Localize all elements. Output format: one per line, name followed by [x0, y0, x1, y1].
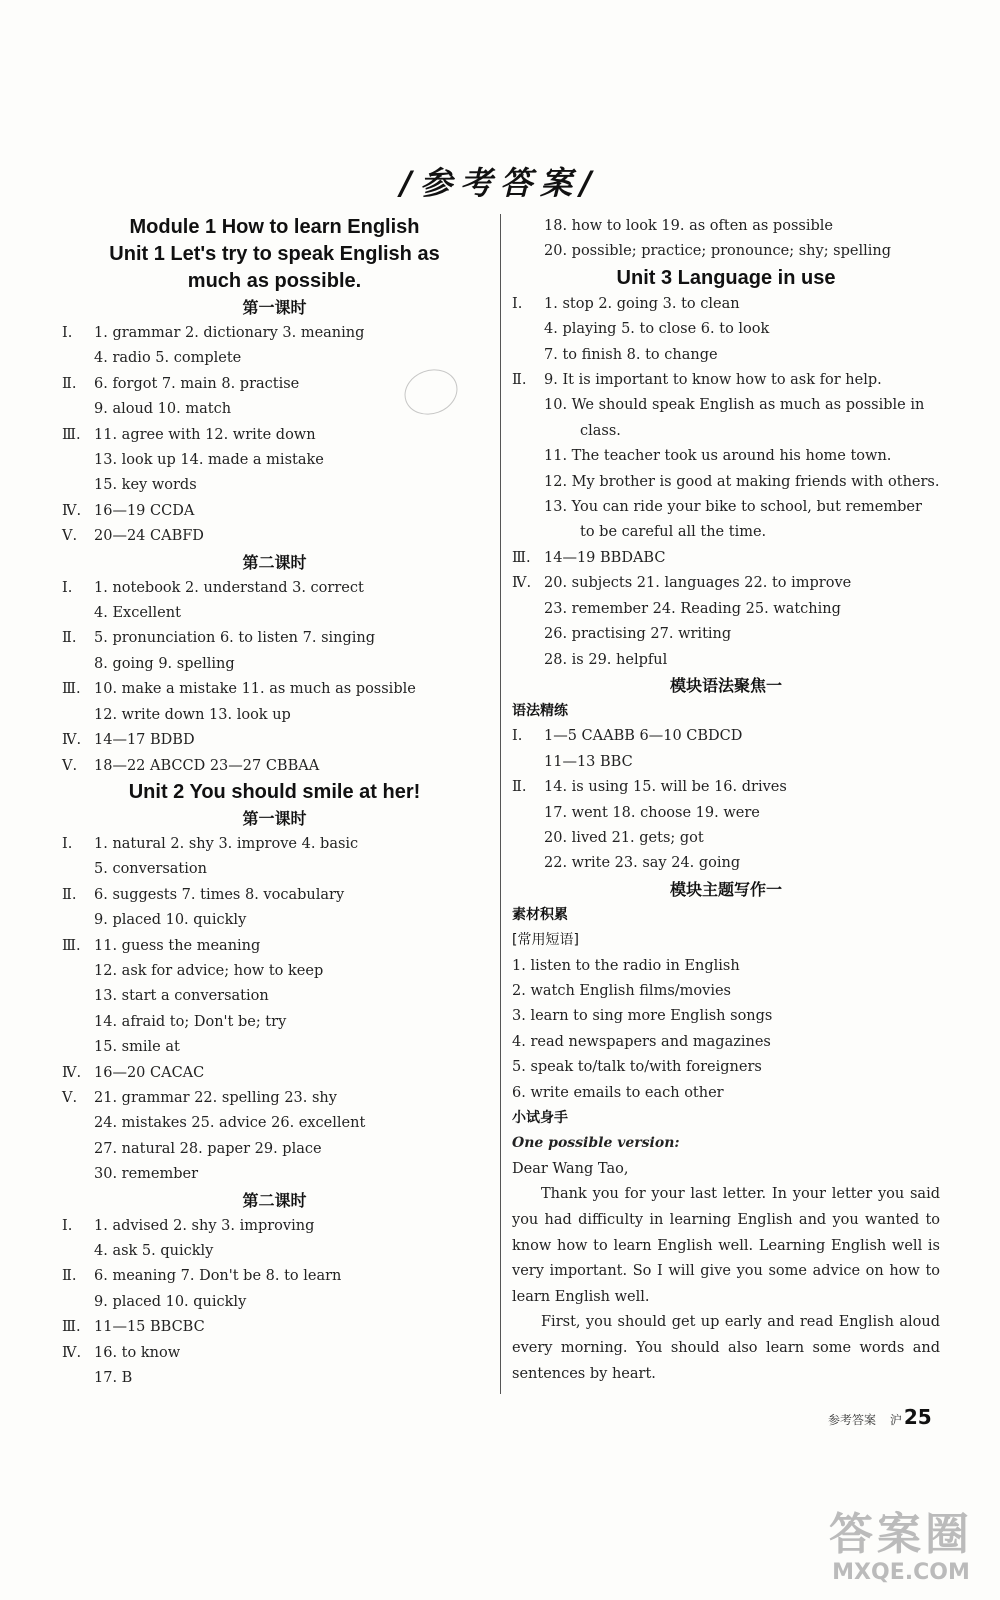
answer-list	[512, 214, 940, 265]
left-column	[62, 214, 487, 1391]
salutation: Dear Wang Tao,	[512, 1160, 629, 1177]
answer-text: 4. ask 5. quickly	[94, 1243, 214, 1259]
phrase-item: 4. read newspapers and magazines	[512, 1033, 771, 1050]
section-numeral: Ⅴ.	[62, 1089, 78, 1106]
section-numeral: Ⅲ.	[512, 549, 531, 566]
answer-text: 11—15 BBCBC	[94, 1319, 205, 1336]
answer-line	[62, 908, 487, 933]
answer-text: 11—13 BBC	[544, 753, 633, 770]
answer-line	[62, 984, 487, 1009]
answer-text: 7. to finish 8. to change	[544, 346, 718, 363]
lesson-heading: 第一课时	[242, 298, 307, 317]
answer-line	[512, 851, 940, 876]
module-title: Module 1 How to learn English	[129, 216, 420, 238]
answer-line	[62, 1137, 487, 1162]
answer-line	[62, 754, 487, 779]
answer-sentence	[512, 393, 940, 444]
page-title: /参考答案/	[400, 164, 600, 202]
section-numeral: Ⅰ.	[62, 579, 73, 596]
answer-text: 5. pronunciation 6. to listen 7. singing	[94, 630, 376, 647]
section-numeral: Ⅲ.	[62, 681, 81, 698]
answer-line	[512, 597, 940, 622]
answer-line	[512, 724, 940, 749]
answer-line	[62, 1061, 487, 1086]
answer-line	[62, 959, 487, 984]
answer-line	[512, 292, 940, 317]
letter	[512, 1157, 940, 1387]
answer-text: 20. subjects 21. languages 22. to improve	[544, 575, 852, 592]
lesson-heading: 第二课时	[242, 1190, 307, 1210]
phrase-item: 3. learn to sing more English songs	[512, 1008, 773, 1025]
grammar-title: 模块语法聚焦一	[669, 675, 782, 695]
answer-text: 13. look up 14. made a mistake	[94, 452, 324, 469]
answer-line	[62, 1239, 487, 1264]
answer-text: 14. is using 15. will be 16. drives	[544, 779, 787, 796]
answer-text: 18. how to look 19. as often as possible	[544, 218, 833, 234]
answer-text: 1. grammar 2. dictionary 3. meaning	[94, 325, 365, 341]
answer-text: 16—20 CACAC	[94, 1064, 205, 1081]
answer-text: 1. stop 2. going 3. to clean	[544, 295, 740, 312]
answer-text: 17. went 18. choose 19. were	[544, 804, 760, 821]
answer-text: 16—19 CCDA	[94, 502, 195, 519]
answer-line	[512, 775, 940, 800]
section-numeral: Ⅳ.	[62, 732, 82, 749]
answer-text: 20—24 CABFD	[94, 528, 204, 545]
answer-sentence	[512, 470, 940, 495]
page-footer	[828, 1405, 932, 1429]
section-numeral: Ⅳ.	[62, 502, 82, 519]
answer-line	[512, 750, 940, 775]
answer-text: 6. suggests 7. times 8. vocabulary	[94, 886, 345, 903]
answer-text: 5. conversation	[94, 861, 207, 878]
answer-line	[62, 832, 487, 857]
answer-line	[62, 601, 487, 626]
section-numeral: Ⅰ.	[62, 835, 73, 852]
answer-line	[512, 648, 940, 673]
answer-list	[62, 576, 487, 779]
answer-text: 10. make a mistake 11. as much as possible	[94, 681, 416, 698]
lesson-heading: 第二课时	[242, 552, 307, 572]
answer-line	[62, 397, 487, 422]
section-numeral: Ⅲ.	[62, 937, 81, 954]
answer-line	[62, 728, 487, 753]
answer-line	[62, 321, 487, 346]
answer-line	[512, 317, 940, 342]
answer-text: 13. start a conversation	[94, 988, 269, 1005]
section-numeral: Ⅱ.	[512, 372, 527, 389]
answer-line	[62, 934, 487, 959]
answer-list	[512, 724, 940, 876]
version-label: One possible version:	[512, 1135, 680, 1152]
answer-line	[62, 1162, 487, 1187]
column-divider	[500, 214, 501, 1394]
answer-text: 22. write 23. say 24. going	[544, 855, 741, 872]
footer-mark: 沪	[889, 1413, 902, 1427]
answer-text: 24. mistakes 25. advice 26. excellent	[94, 1115, 366, 1132]
answer-line	[512, 801, 940, 826]
answer-list	[512, 292, 940, 394]
section-numeral: Ⅱ.	[62, 1268, 77, 1285]
answer-text: 9. It is important to know how to ask for help.	[544, 372, 882, 389]
section-numeral: Ⅱ.	[512, 779, 527, 796]
phrase-item: 1. listen to the radio in English	[512, 957, 740, 974]
answer-line	[62, 576, 487, 601]
answer-text: 15. smile at	[94, 1039, 180, 1056]
section-numeral: Ⅰ.	[512, 295, 523, 312]
section-numeral: Ⅴ.	[62, 528, 78, 545]
grammar-label: 语法精练	[512, 702, 568, 719]
answer-text: 30. remember	[94, 1166, 199, 1183]
right-column	[512, 214, 940, 1387]
section-numeral: Ⅴ.	[62, 757, 78, 774]
answer-text: 21. grammar 22. spelling 23. shy	[94, 1089, 337, 1106]
answer-line	[62, 703, 487, 728]
answer-text: 14—17 BDBD	[94, 732, 195, 749]
answer-line	[512, 622, 940, 647]
answer-text: 8. going 9. spelling	[94, 655, 235, 672]
phrase-item: 6. write emails to each other	[512, 1084, 724, 1101]
answer-line	[512, 214, 940, 239]
answer-line	[62, 883, 487, 908]
answer-text: 23. remember 24. Reading 25. watching	[544, 600, 841, 617]
answer-line	[512, 826, 940, 851]
answer-text: 12. write down 13. look up	[94, 706, 291, 723]
answer-text: 6. meaning 7. Don't be 8. to learn	[94, 1268, 342, 1285]
answer-line	[62, 1214, 487, 1239]
answer-text: 17. B	[94, 1370, 133, 1387]
answer-sentence	[512, 444, 940, 469]
answer-line	[512, 546, 940, 571]
section-numeral: Ⅰ.	[512, 728, 523, 745]
answer-line	[62, 652, 487, 677]
answer-text: 6. forgot 7. main 8. practise	[94, 375, 300, 392]
answer-text: 10. We should speak English as much as possible in class.	[544, 397, 925, 439]
unit1-title-line2: much as possible.	[187, 270, 362, 292]
practice-label: 小试身手	[512, 1110, 568, 1126]
answer-text: 14. afraid to; Don't be; try	[94, 1013, 287, 1030]
answer-line	[62, 448, 487, 473]
answer-line	[62, 626, 487, 651]
answer-line	[512, 343, 940, 368]
unit1-title: Unit 1 Let's try to speak English as	[109, 243, 440, 265]
answer-line	[512, 368, 940, 393]
answer-line	[62, 346, 487, 371]
answer-line	[62, 524, 487, 549]
answer-text: 9. placed 10. quickly	[94, 1293, 247, 1310]
phrase-item: 2. watch English films/movies	[512, 982, 731, 999]
section-numeral: Ⅰ.	[62, 1217, 73, 1234]
section-numeral: Ⅱ.	[62, 375, 77, 392]
answer-line	[62, 499, 487, 524]
answer-line	[62, 1111, 487, 1136]
answer-line	[62, 1290, 487, 1315]
answer-text: 1. notebook 2. understand 3. correct	[94, 579, 364, 596]
letter-paragraph: First, you should get up early and read English aloud every morning. You should also learn some words and sentences by heart.	[512, 1314, 940, 1382]
answer-list	[512, 546, 940, 673]
answer-text: 20. lived 21. gets; got	[544, 829, 704, 846]
phrase-item: 5. speak to/talk to/with foreigners	[512, 1059, 762, 1076]
answer-line	[62, 1264, 487, 1289]
answer-text: 13. You can ride your bike to school, but remember to be careful all the time.	[544, 499, 922, 541]
answer-line	[62, 423, 487, 448]
section-numeral: Ⅲ.	[62, 1319, 81, 1336]
answer-text: 4. playing 5. to close 6. to look	[544, 321, 770, 338]
answer-line	[62, 1010, 487, 1035]
answer-text: 28. is 29. helpful	[544, 651, 668, 668]
answer-wrap-list	[512, 393, 940, 545]
answer-text: 1. advised 2. shy 3. improving	[94, 1217, 315, 1234]
answer-line	[62, 473, 487, 498]
answer-text: 18—22 ABCCD 23—27 CBBAA	[94, 757, 320, 774]
watermark-url: MXQE.COM	[832, 1560, 970, 1585]
answer-line	[62, 1086, 487, 1111]
page-number: 25	[903, 1405, 932, 1429]
section-numeral: Ⅱ.	[62, 630, 77, 647]
footer-label: 参考答案	[828, 1413, 877, 1427]
answer-text: 14—19 BBDABC	[544, 549, 666, 566]
answer-text: 1. natural 2. shy 3. improve 4. basic	[94, 835, 359, 852]
answer-line	[512, 239, 940, 264]
section-numeral: Ⅳ.	[62, 1064, 82, 1081]
answer-text: 11. guess the meaning	[94, 937, 261, 954]
answer-line	[62, 677, 487, 702]
answer-text: 27. natural 28. paper 29. place	[94, 1140, 322, 1157]
answer-line	[62, 857, 487, 882]
answer-text: 15. key words	[94, 477, 197, 494]
answer-text: 11. The teacher took us around his home town.	[544, 448, 892, 465]
answer-line	[512, 571, 940, 596]
answer-line	[62, 1315, 487, 1340]
section-numeral: Ⅳ.	[62, 1344, 82, 1361]
answer-text: 9. placed 10. quickly	[94, 912, 247, 929]
answer-line	[62, 1366, 487, 1391]
material-label: 素材积累	[512, 906, 568, 923]
answer-text: 26. practising 27. writing	[544, 626, 732, 643]
answer-text: 12. ask for advice; how to keep	[94, 962, 324, 979]
answer-text: 12. My brother is good at making friends with others.	[544, 473, 940, 490]
unit2-title: Unit 2 You should smile at her!	[128, 780, 421, 803]
answer-text: 4. Excellent	[94, 605, 181, 622]
answer-text: 20. possible; practice; pronounce; shy; spelling	[544, 243, 892, 260]
answer-text: 11. agree with 12. write down	[94, 426, 316, 443]
answer-sentence	[512, 495, 940, 546]
answer-line	[62, 1341, 487, 1366]
answer-line	[62, 372, 487, 397]
writing-title: 模块主题写作一	[669, 879, 782, 899]
answer-text: 9. aloud 10. match	[94, 401, 232, 418]
watermark-text: 答案圈	[829, 1509, 973, 1560]
section-numeral: Ⅲ.	[62, 426, 81, 443]
answer-text: 4. radio 5. complete	[94, 350, 242, 367]
answer-line	[62, 1035, 487, 1060]
letter-paragraph: Thank you for your last letter. In your letter you said you had difficulty in learning English and you wanted to know how to learn English well. Learning English well is very important. So I will give you some advice on how to learn English well.	[512, 1186, 940, 1305]
answer-list	[62, 1214, 487, 1392]
answer-text: 16. to know	[94, 1344, 181, 1361]
section-numeral: Ⅳ.	[512, 575, 532, 592]
answer-list	[62, 321, 487, 550]
watermark	[806, 1510, 996, 1595]
answer-text: 1—5 CAABB 6—10 CBDCD	[544, 728, 743, 745]
phrase-list	[512, 954, 940, 1106]
phrases-label: [常用短语]	[512, 932, 579, 949]
section-numeral: Ⅰ.	[62, 325, 73, 341]
unit3-title: Unit 3 Language in use	[616, 266, 836, 289]
lesson-heading: 第一课时	[242, 808, 307, 828]
answer-list	[62, 832, 487, 1188]
section-numeral: Ⅱ.	[62, 886, 77, 903]
